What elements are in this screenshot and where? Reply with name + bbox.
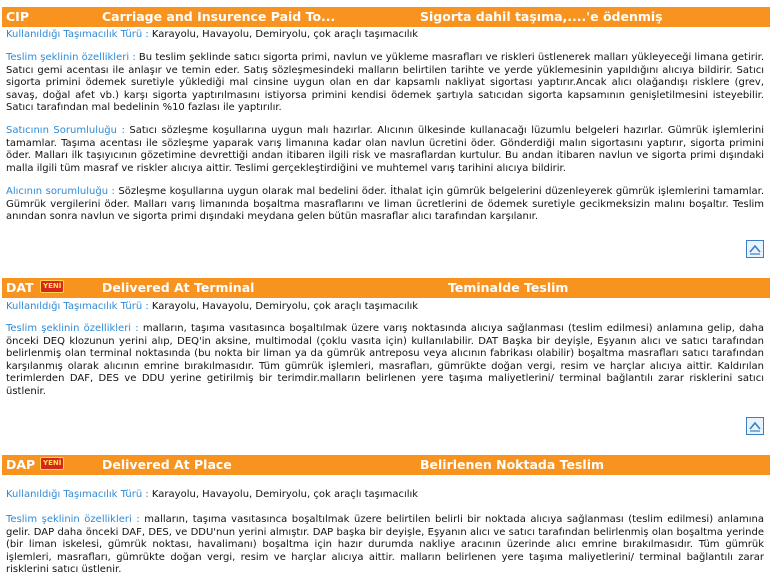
- up-arrow-icon: [748, 419, 762, 433]
- cip-header: [2, 7, 770, 27]
- cip-buyer-text: Sözleşme koşullarına uygun olarak mal bedelini öder. İthalat için gümrük belgelerini düzenleyerek gümrük işlemlerini tamamlar. Gümrük vergilerini öder. Malları varış limanında boşaltma masraflarını ve liman ücretlerini de ödemek suretiyle gecikmeksizin malını boşaltır. Teslim anından sonra navlun ve sigorta primi dışındaki meydana gelen bütün masraflar alıcı tarafından karşılanır.: [6, 186, 764, 223]
- cip-code: CIP: [6, 9, 29, 24]
- dat-header: [2, 278, 770, 298]
- dap-features-label: Teslim şeklinin özellikleri :: [6, 514, 140, 525]
- cip-buyer-label: Alıcının sorumluluğu :: [6, 186, 115, 197]
- dap-transport: [6, 489, 764, 502]
- dat-name-tr: Teminalde Teslim: [448, 280, 569, 295]
- back-to-top-button[interactable]: [746, 240, 764, 258]
- dap-name-tr: Belirlenen Noktada Teslim: [420, 457, 605, 472]
- cip-seller: [6, 125, 764, 175]
- dat-code: DAT: [6, 280, 34, 295]
- dat-transport: [6, 301, 764, 314]
- dap-name-en: Delivered At Place: [102, 457, 232, 472]
- cip-transport: [6, 29, 764, 42]
- dap-features: [6, 514, 764, 577]
- dap-features-text: malların, taşıma vasıtasınca boşaltılmak üzere belirtilen belirli bir noktada alıcıya sağlanması (teslim edilmesi) anlamına gelir. DAP daha önceki DAF, DES, ve DDU'nun yerini almıştır. DAP başka bir deyişle, Eşyanın alıcı ve satıcı tarafından belirlenmiş olan boşaltma yerinde (bir liman iskelesi, gümrük noktası, havalimanı) boşaltma için hazır durumda nakliye aracının üzerinde alıcı emrine bırakılmasıdır. Tüm gümrük işlemleri, masrafları, gümrükte doğan vergi, resim ve harçlar alıcıya aittir. malların belirlenen yere taşıma maliyetlerini/ terminal bağlantılı zarar risklerini satıcı üstlenir.: [6, 514, 764, 576]
- dat-transport-value: Karayolu, Havayolu, Demiryolu, çok araçlı taşımacılık: [151, 301, 419, 312]
- cip-name-en: Carriage and Insurence Paid To...: [102, 9, 336, 24]
- dat-features-text: malların, taşıma vasıtasınca boşaltılmak üzere varış noktasında alıcıya sağlanması (teslim edilmesi) anlamına gelip, daha önceki DEQ klozunun yerini alıp, DEQ'in aksine, multimodal (çoklu vasıta için) kullanılabilir. DAT Başka bir deyişle, Eşyanın alıcı ve satıcı tarafından belirlenmiş olan terminal noktasında (bu nokta bir liman ya da gümrük antreposu veya alıcının fabrikası olabilir) boşaltma masrafları satıcı tarafından karşılanmış olarak alıcının emrine bırakılmasıdır. Tüm gümrük işlemleri, masrafları, gümrükte doğan vergi, resim ve harçlar alıcıya aittir. Kaldırılan terimlerden DAF, DES ve DDU yerine getirilmiş bir terimdir.malların belirlenen yere taşıma maliyetlerini/ terminal bağlantılı zarar risklerini satıcı üstlenir.: [6, 323, 765, 397]
- dap-code: DAP: [6, 457, 36, 472]
- back-to-top-button[interactable]: [746, 417, 764, 435]
- dat-name-en: Delivered At Terminal: [102, 280, 255, 295]
- dap-new-badge: YENİ: [40, 457, 64, 470]
- cip-seller-label: Satıcının Sorumluluğu :: [6, 125, 125, 136]
- cip-features-label: Teslim şeklinin özellikleri :: [6, 52, 136, 63]
- cip-features: [6, 52, 764, 115]
- dap-transport-value: Karayolu, Havayolu, Demiryolu, çok araçlı taşımacılık: [151, 489, 419, 500]
- cip-transport-value: Karayolu, Havayolu, Demiryolu, çok araçlı taşımacılık: [151, 29, 419, 40]
- cip-features-text: Bu teslim şeklinde satıcı sigorta primi, navlun ve yükleme masrafları ve riskleri üstlenerek malları yükleyeceği limana getirir. Satıcı gemi acentası ile anlaşır ve temin eder. Satış sözleşmesindeki malların belirtilen tarihte ve yerde yüklemesinin yapıldığını alıcıya bildirir. Satıcı sigorta primini ödemek suretiyle yüklediği mal cinsine uygun olan en dar kapsamlı nakliyat sigortası yaptırır.Ancak alıcı olağandışı risklere (grev, savaş, doğal afet vb.) karşı sigorta yaptırılmasını istiyorsa primini kendisi ödemek şartıyla satıcıdan sigorta kapsamının genişletilmesini isteyebilir. Satıcı tarafından mal bedelinin %10 fazlası ile yaptırılır.: [6, 52, 764, 114]
- cip-buyer: [6, 186, 764, 224]
- dat-transport-label: Kullanıldığı Taşımacılık Türü :: [6, 301, 149, 312]
- dat-features: [6, 323, 764, 399]
- cip-seller-text: Satıcı sözleşme koşullarına uygun malı hazırlar. Alıcının ülkesinde kullanacağı lüzumlu belgeleri hazırlar. Gümrük işlemlerini tamamlar. Taşıma acentası ile sözleşme yaparak varış limanına kadar olan navlun ücretini öder. Gönderdiği malın sigortasını yaptırır, sigorta primini öder. Malları ilk taşıyıcının gözetimine devrettiği andan itibaren ilgili risk ve masraflardan kurtulur. Bu andan itibaren navlun ve sigorta primi dışındaki malla ilgili tüm masraf ve riskler alıcıya aittir. Teslimi gerçekleştirdiğini ve muhtemel varış tarihini alıcıya bildirir.: [6, 125, 764, 174]
- cip-name-tr: Sigorta dahil taşıma,....'e ödenmiş: [420, 9, 663, 24]
- dap-header: [2, 455, 770, 475]
- dat-new-badge: YENİ: [40, 280, 64, 293]
- up-arrow-icon: [748, 242, 762, 256]
- dat-features-label: Teslim şeklinin özellikleri :: [6, 323, 139, 334]
- cip-transport-label: Kullanıldığı Taşımacılık Türü :: [6, 29, 149, 40]
- dap-transport-label: Kullanıldığı Taşımacılık Türü :: [6, 489, 149, 500]
